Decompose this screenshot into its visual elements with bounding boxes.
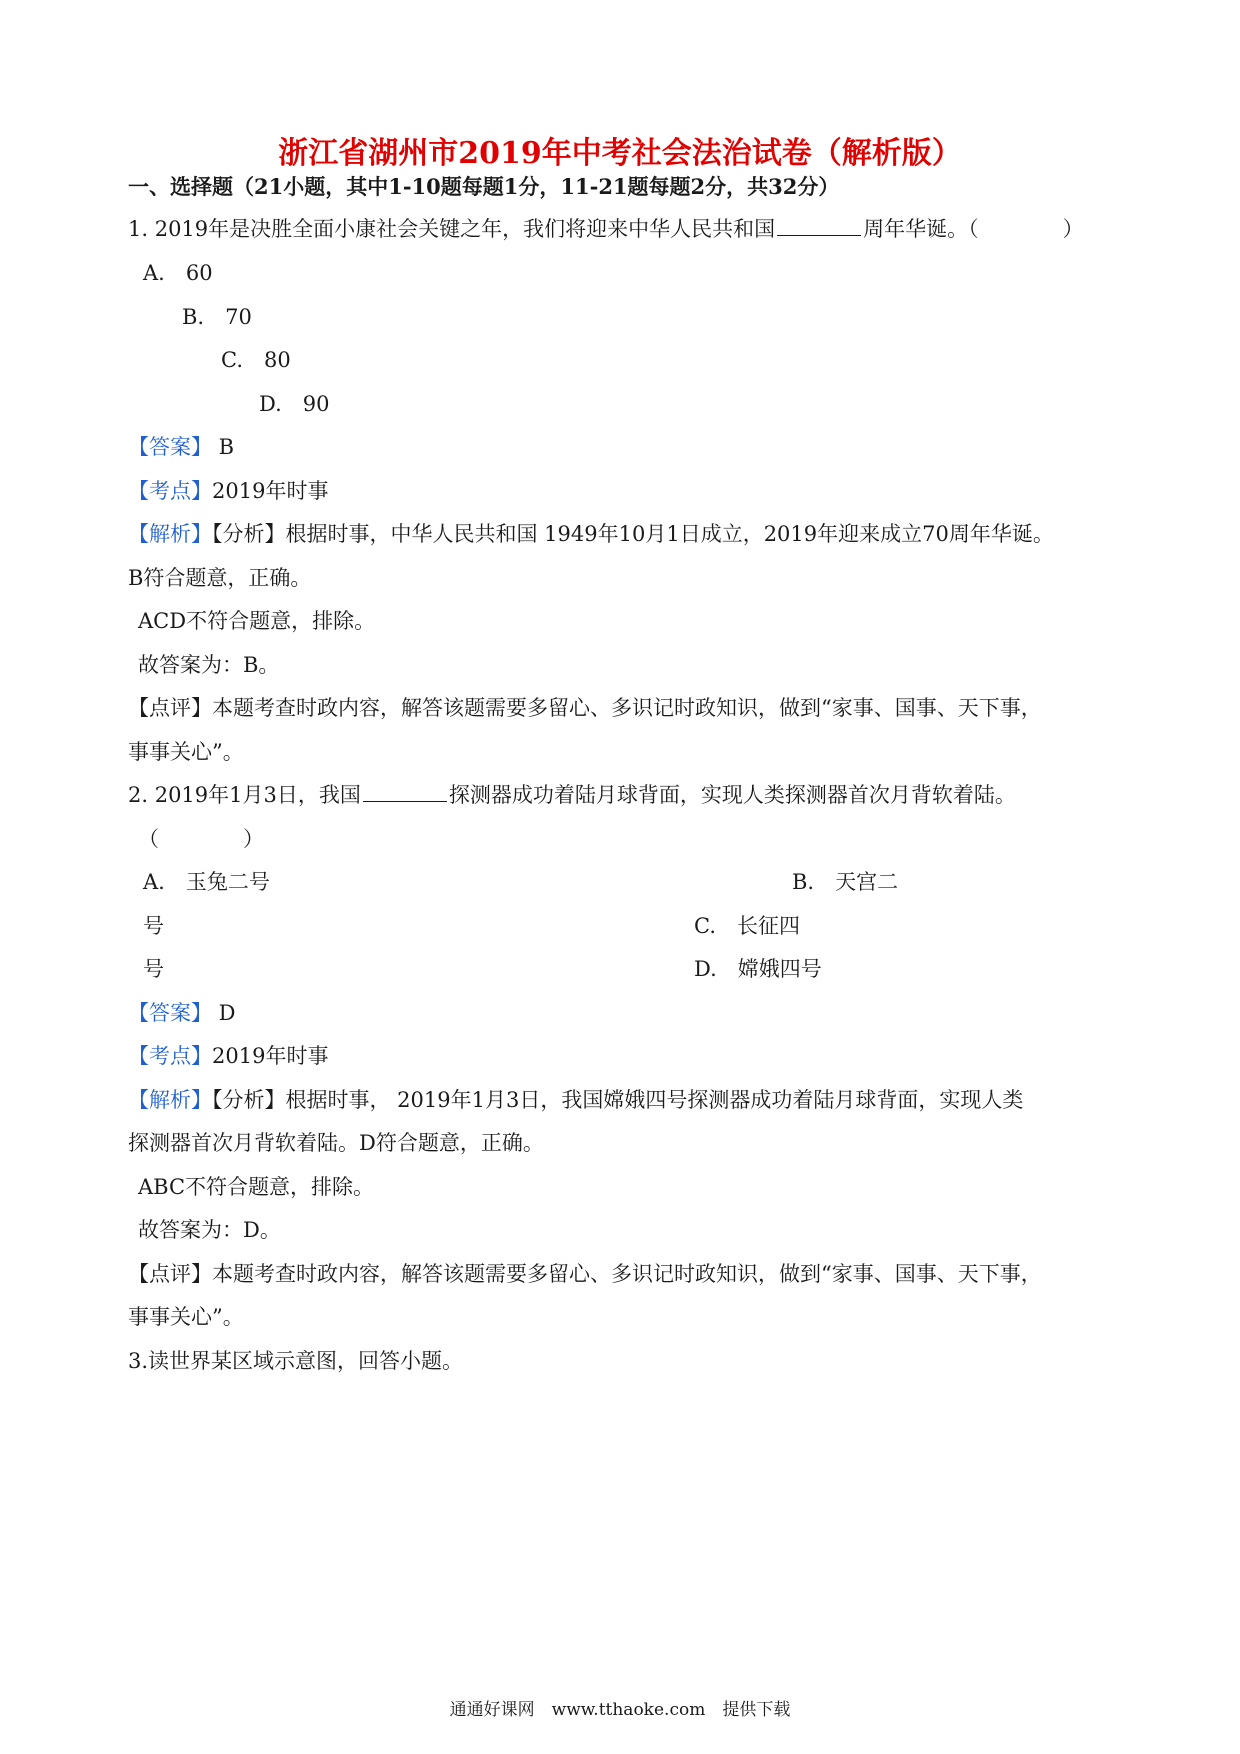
q1-point-tag: 【考点】 — [128, 479, 212, 503]
q2-answer — [128, 998, 236, 1028]
q2-comment-2: 事事关心”。 — [128, 1305, 244, 1329]
q2-option-d: D. 嫦娥四号 — [694, 957, 822, 981]
q2-option-c-cont: 号 — [143, 957, 164, 981]
q1-answer-value: B — [212, 435, 235, 459]
q2-stem-b: 探测器成功着陆月球背面，实现人类探测器首次月背软着陆。 — [448, 783, 1016, 807]
q1-answer-tag: 【答案】 — [128, 435, 212, 459]
q1-stem-b: 周年华诞。（ ） — [863, 217, 1084, 241]
q1-point-value: 2019年时事 — [212, 479, 329, 503]
q2-analysis-tag: 【解析】 — [128, 1088, 212, 1112]
q1-analysis-text-2: B符合题意，正确。 — [128, 566, 312, 590]
q1-analysis-text-3: ACD不符合题意，排除。 — [138, 609, 376, 633]
q2-analysis-text-2: 探测器首次月背软着陆。D符合题意，正确。 — [128, 1131, 544, 1155]
q1-option-c: C. 80 — [221, 348, 291, 372]
q1-analysis-tag: 【解析】 — [128, 522, 212, 546]
q2-analysis — [128, 1085, 1023, 1115]
q1-blank — [777, 215, 861, 236]
q2-point-value: 2019年时事 — [212, 1044, 329, 1068]
q2-option-a: A. 玉兔二号 — [143, 870, 270, 894]
q1-analysis — [128, 519, 1054, 549]
q1-point — [128, 476, 328, 506]
q1-analysis-text-4: 故答案为：B。 — [138, 653, 280, 677]
q2-analysis-text-3: ABC不符合题意，排除。 — [138, 1175, 375, 1199]
q1-option-d: D. 90 — [259, 392, 330, 416]
q1-stem — [128, 214, 1084, 244]
page-title: 浙江省湖州市2019年中考社会法治试卷（解析版） — [278, 136, 962, 171]
q1-comment-1: 【点评】本题考查时政内容，解答该题需要多留心、多识记时政知识，做到“家事、国事、天下事， — [128, 696, 1042, 720]
q1-comment-2: 事事关心”。 — [128, 740, 244, 764]
q2-point — [128, 1041, 328, 1071]
q2-blank — [363, 781, 447, 802]
q2-stem-a: 2. 2019年1月3日，我国 — [128, 783, 361, 807]
q1-option-a: A. 60 — [143, 261, 213, 285]
q1-option-b: B. 70 — [182, 305, 252, 329]
q1-analysis-text-1: 【分析】根据时事，中华人民共和国 1949年10月1日成立，2019年迎来成立70周年华诞。 — [212, 522, 1054, 546]
q2-option-c: C. 长征四 — [694, 914, 800, 938]
page-footer: 通通好课网 www.tthaoke.com 提供下载 — [449, 1700, 791, 1720]
q2-analysis-text-4: 故答案为：D。 — [138, 1218, 281, 1242]
q2-answer-value: D — [212, 1001, 236, 1025]
q2-stem — [128, 780, 1016, 810]
section-heading: 一、选择题（21小题，其中1-10题每题1分，11-21题每题2分，共32分） — [128, 174, 840, 199]
q2-analysis-text-1: 【分析】根据时事， 2019年1月3日，我国嫦娥四号探测器成功着陆月球背面，实现人类 — [212, 1088, 1024, 1112]
q2-option-b-cont: 号 — [143, 914, 164, 938]
q2-point-tag: 【考点】 — [128, 1044, 212, 1068]
q1-answer — [128, 432, 234, 462]
q1-stem-a: 1. 2019年是决胜全面小康社会关键之年，我们将迎来中华人民共和国 — [128, 217, 776, 241]
q2-option-b: B. 天宫二 — [792, 870, 899, 894]
q3-stem: 3.读世界某区域示意图，回答小题。 — [128, 1349, 464, 1373]
q2-stem-paren: （ ） — [138, 827, 264, 851]
q2-answer-tag: 【答案】 — [128, 1001, 212, 1025]
q2-comment-1: 【点评】本题考查时政内容，解答该题需要多留心、多识记时政知识，做到“家事、国事、天下事， — [128, 1262, 1042, 1286]
